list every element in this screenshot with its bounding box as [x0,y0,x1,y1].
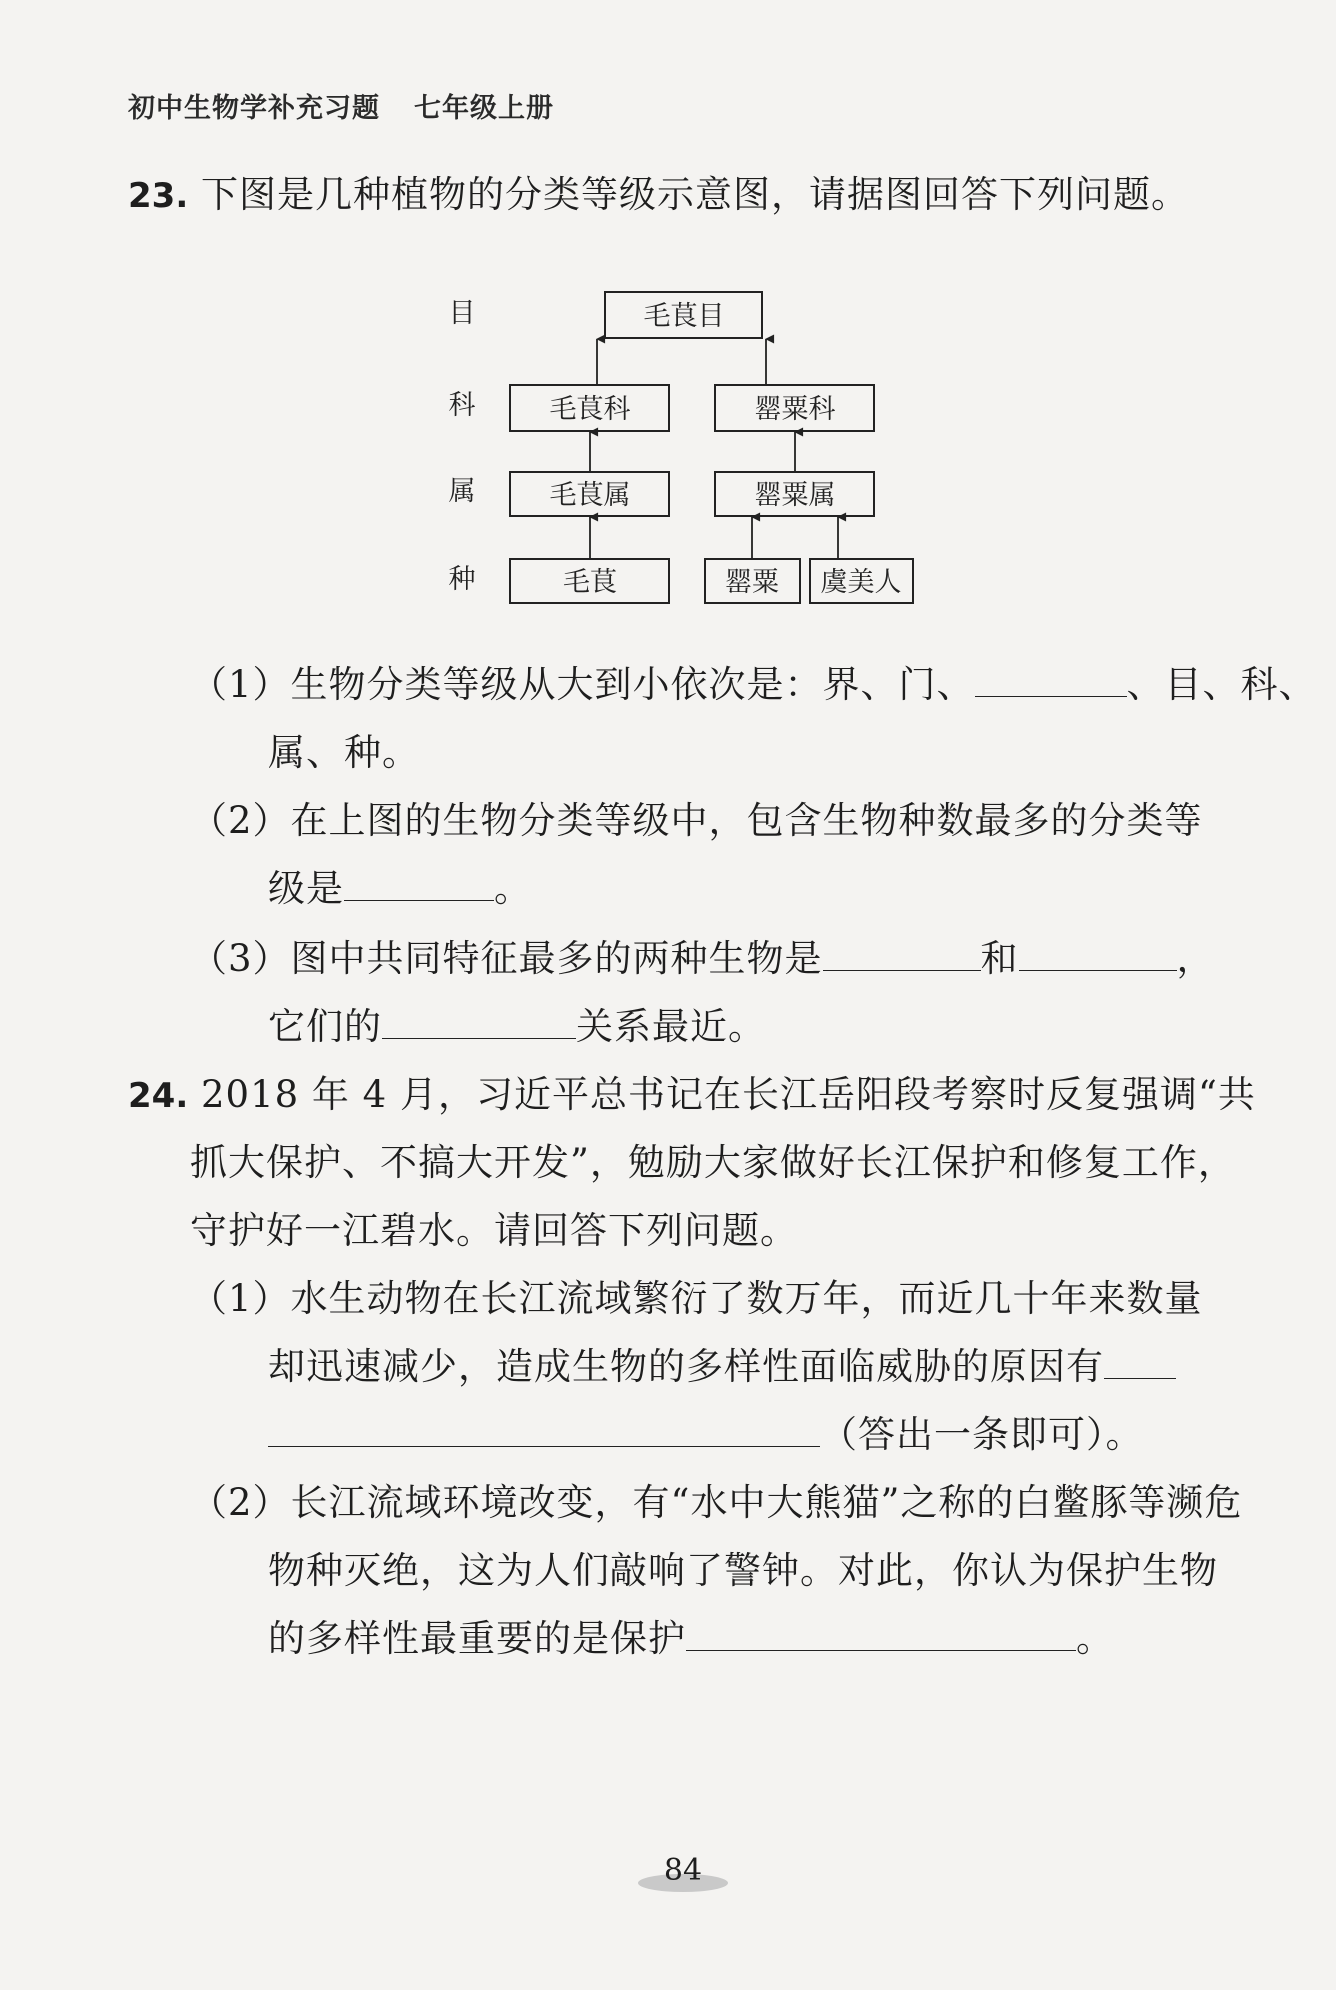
sub-number: （2） [190,799,291,842]
rank-label-species: 种 [448,564,476,595]
answer-blank[interactable] [382,1008,576,1039]
answer-blank[interactable] [1019,940,1177,971]
order-name: 毛茛目 [643,301,725,332]
q23-sub2-line2 [268,867,532,910]
answer-blank[interactable] [686,1620,1076,1651]
q24-sub2-text: 长江流域环境改变，有“水中大熊猫”之称的白鳖豚等濒危 [290,1481,1243,1524]
genus-name-ranunculus: 毛茛属 [549,480,631,511]
q23-sub3-text: 图中共同特征最多的两种生物是 [290,937,823,980]
book-title: 初中生物学补充习题 [128,93,380,124]
q24-stem-text-cont: 抓大保护、不搞大开发”，勉励大家做好长江保护和修复工作， [190,1141,1236,1184]
q24-number: 24. [128,1076,189,1116]
q23-sub1-text-end: 属、种。 [268,731,420,774]
species-name-corn-poppy: 虞美人 [820,567,902,598]
q23-sub3-line2 [268,1005,766,1048]
q24-stem-line3 [190,1209,798,1252]
answer-blank[interactable] [1104,1348,1176,1379]
q24-sub1-line3 [268,1413,1144,1456]
q23-sub2-text-cont: 级是 [268,867,344,910]
volume-label: 七年级上册 [414,93,554,124]
q24-stem-line2 [190,1141,1236,1184]
q24-sub2-text-end: 。 [1076,1617,1114,1660]
q24-sub1-text-end: （答出一条即可）。 [820,1413,1144,1456]
family-name-ranunculaceae: 毛茛科 [549,394,631,425]
q24-sub1-text: 水生动物在长江流域繁衍了数万年，而近几十年来数量 [290,1277,1203,1320]
sub-number: （2） [190,1481,291,1524]
q24-sub1-text-cont: 却迅速减少，造成生物的多样性面临威胁的原因有 [268,1345,1104,1388]
q23-sub2-line1 [190,799,1203,842]
answer-blank[interactable] [344,870,494,901]
sub-number: （1） [190,663,291,706]
q23-sub3-text-and: 和 [980,937,1019,980]
q24-sub2-line1 [190,1481,1243,1524]
answer-blank[interactable] [823,940,981,971]
page-number-text: 84 [663,1853,703,1888]
rank-label-genus: 属 [448,476,476,507]
page-number [628,1852,738,1890]
q24-sub2-line3 [268,1617,1114,1660]
q23-sub3-text-end: 关系最近。 [576,1005,766,1048]
rank-label-order: 目 [448,298,476,329]
q23-sub3-text-comma: ， [1176,937,1215,980]
species-name-poppy: 罂粟 [725,567,779,598]
classification-diagram [0,0,1336,640]
diagram-arrows [590,339,838,559]
q23-sub2-text-end: 。 [494,867,532,910]
sub-number: （1） [190,1277,291,1320]
genus-name-papaver: 罂粟属 [754,480,836,511]
family-name-papaveraceae: 罂粟科 [754,394,836,425]
q24-sub2-text-cont: 物种灭绝，这为人们敲响了警钟。对此，你认为保护生物 [268,1549,1218,1592]
q24-stem-line1 [128,1073,1256,1116]
q24-sub2-line2 [268,1549,1218,1592]
q23-sub3-text-cont: 它们的 [268,1005,382,1048]
rank-label-family: 科 [448,390,476,421]
q23-number: 23. [128,176,189,216]
answer-blank[interactable] [268,1416,820,1447]
q24-sub1-line2 [268,1345,1176,1388]
q23-sub2-text: 在上图的生物分类等级中，包含生物种数最多的分类等 [290,799,1203,842]
q24-sub1-line1 [190,1277,1203,1320]
q24-stem-text-end: 守护好一江碧水。请回答下列问题。 [190,1209,798,1252]
sub-number: （3） [190,937,291,980]
q23-stem-text: 下图是几种植物的分类等级示意图，请据图回答下列问题。 [201,173,1189,216]
q24-stem-text: 2018 年 4 月，习近平总书记在长江岳阳段考察时反复强调“共 [201,1073,1256,1116]
species-name-ranunculus: 毛茛 [563,567,617,598]
q23-sub3-line1 [190,937,1215,980]
q24-sub2-text-cont2: 的多样性最重要的是保护 [268,1617,686,1660]
q23-sub1-text: 生物分类等级从大到小依次是：界、门、 [290,663,975,706]
answer-blank[interactable] [975,666,1127,697]
q23-sub1-text-cont: 、目、科、 [1126,663,1317,706]
q23-sub1-line2 [268,731,420,774]
q23-sub1-line1 [190,663,1317,706]
